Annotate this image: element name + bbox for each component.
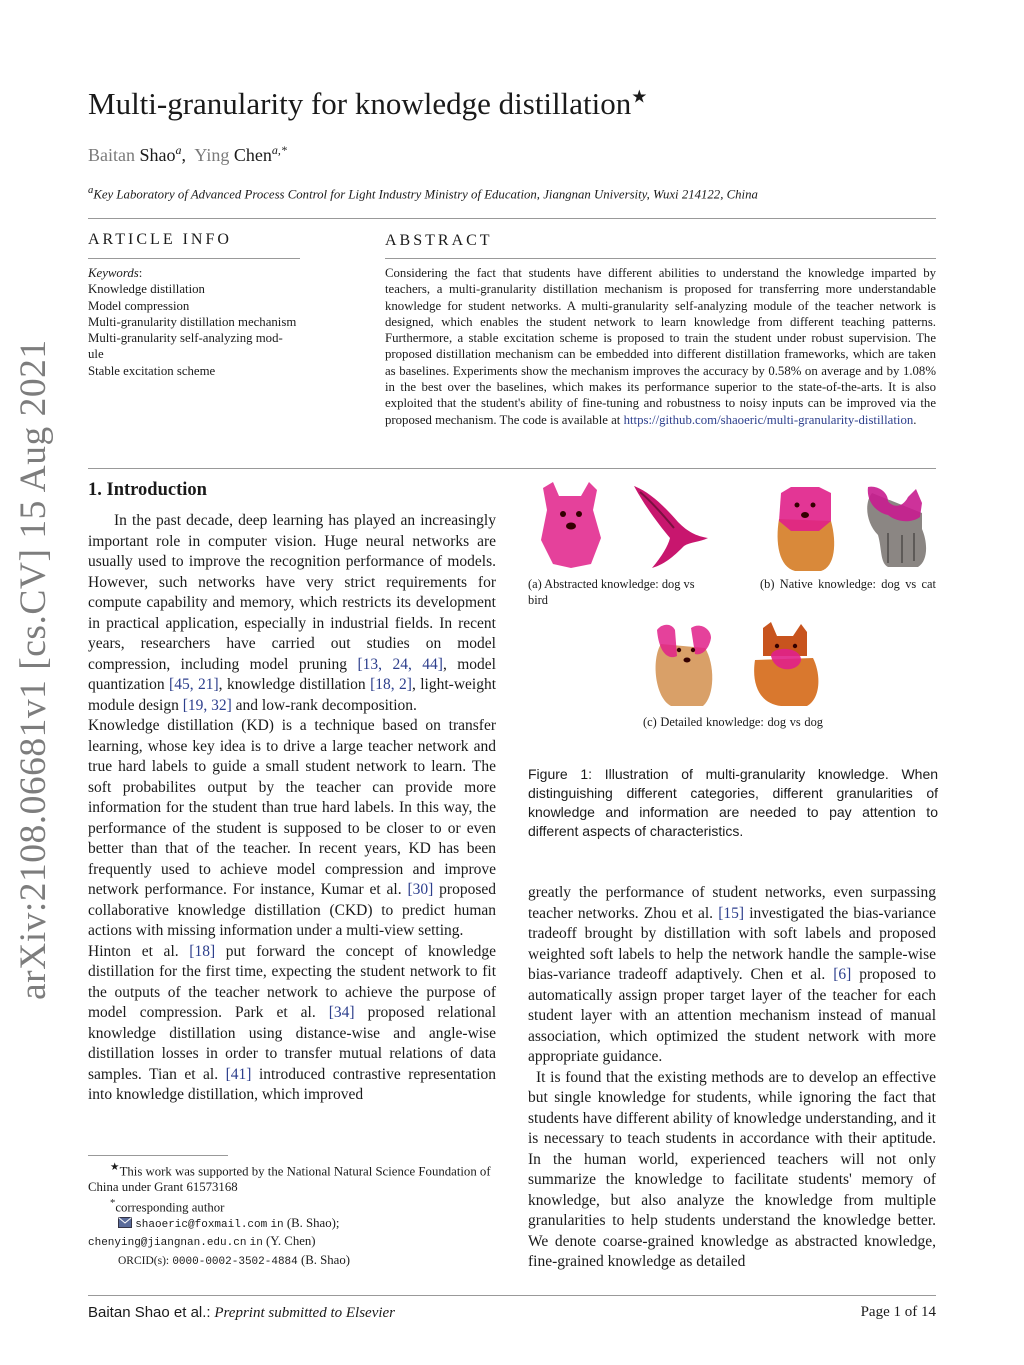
footnote-divider bbox=[88, 1155, 228, 1156]
footer-author-note: Baitan Shao et al.: Preprint submitted to Elsevier bbox=[88, 1304, 396, 1321]
title-star-mark: ★ bbox=[631, 86, 648, 107]
citation[interactable]: [30] bbox=[407, 881, 434, 898]
email-footnote: shaoeric@foxmail.com in (B. Shao); chenying@jiangnan.edu.cn in (Y. Chen) bbox=[88, 1216, 340, 1250]
citation[interactable]: [18, 2] bbox=[370, 676, 412, 693]
corresponding-footnote: *corresponding author bbox=[110, 1197, 225, 1214]
author-list: Baitan Shao$^a$, Ying Chen$^{a,*}$ bbox=[88, 143, 287, 165]
citation[interactable]: [6] bbox=[833, 966, 852, 983]
intro-paragraph-4: greatly the performance of student networks, even surpassing teacher networks. Zhou et al. [15] investigated the bias-variance tradeoff brought by distillation with soft labels and proposed weighted soft labels to help the network handle the sample-wise bias-variance tradeoff adaptively. Chen et al. [6] proposed to automatically assign proper target layer of the teacher for each student layer with an attention mechanism instead of manual association, which optimized the student network with more appropriate guidance. bbox=[528, 884, 937, 1065]
footnotes bbox=[88, 1160, 498, 1270]
abstract-bottom-divider bbox=[88, 468, 936, 469]
author-2-first-name: Ying bbox=[194, 145, 230, 165]
intro-left-column bbox=[88, 511, 496, 1106]
citation[interactable]: [13, 24, 44] bbox=[357, 655, 443, 673]
author-1-last-name: Shao bbox=[139, 145, 176, 165]
citation[interactable]: [19, 32] bbox=[182, 696, 232, 714]
funding-footnote: ★This work was supported by the National Natural Science Foundation of China under Grant 61573168 bbox=[88, 1162, 491, 1195]
author-2-last-name: Chen bbox=[233, 145, 272, 165]
email-1[interactable]: shaoeric@foxmail.com bbox=[135, 1219, 268, 1232]
intro-paragraph-5: It is found that the existing methods are to develop an effective but single knowledge for students, while ignoring the fact that students have different ability of knowledge understanding, and it is necessary to teach students in accordance with their aptitude. In the human world, experienced teachers will not only summarize the knowledge to facilitate students' memory of knowledge, but also analyze the knowledge from multiple granularities to help students understand the knowledge better. We denote coarse-grained knowledge as abstracted knowledge, fine-grained knowledge as detailed bbox=[528, 1068, 936, 1270]
keyword: Knowledge distillation bbox=[88, 282, 205, 297]
citation[interactable]: [45, 21] bbox=[169, 676, 219, 693]
keyword: Stable excitation scheme bbox=[88, 363, 216, 378]
affiliation: $^a$Key Laboratory of Advanced Process Control for Light Industry Ministry of Education, Jiangnan University, Wuxi 214122, China bbox=[88, 185, 758, 202]
citation[interactable]: [15] bbox=[718, 904, 745, 922]
figure-subcaption-a: (a) Abstracted knowledge: dog vs bird bbox=[528, 577, 695, 607]
keyword: Multi-granularity self-analyzing mod- bbox=[88, 331, 283, 346]
intro-paragraph-2: Knowledge distillation (KD) is a technique based on transfer learning, whose key idea is to drive a large teacher network and true hard labels to guide a small student network to learn. The soft probabilites output by the teacher can provide more information for the student than true hard labels. In this way, the performance of the student is supposed to be closer to or even better than that of the teacher. In recent years, KD has been frequently used to achieve model compression and improve network performance. For instance, Kumar et al. [30] proposed collaborative knowledge distillation (CKD) to predict human actions with missing information under a multi-view setting. bbox=[88, 717, 496, 939]
citation[interactable]: [18] bbox=[189, 942, 216, 960]
figure-image-dog-native bbox=[765, 483, 845, 573]
figure-subcaption-c: (c) Detailed knowledge: dog vs dog bbox=[643, 715, 823, 729]
orcid-footnote: ORCID(s): 0000-0002-3502-4884 (B. Shao) bbox=[118, 1252, 351, 1268]
section-heading-introduction: 1. Introduction bbox=[88, 480, 207, 500]
intro-paragraph-1: In the past decade, deep learning has played an increasingly important role in computer vision. Huge neural networks are usually used to improve the recognition performance of models. However, such networks have very strict requirements for compute capability and memory, which restricts its development in practical application, especially in industrial fields. In recent years, researchers have carried out studies on model compression, including model pruning [13, 24, 44], model quantization [45, 21], knowledge distillation [18, 2], light-weight module design [19, 32] and low-rank decomposition. bbox=[88, 512, 497, 714]
intro-right-column bbox=[528, 883, 936, 1273]
keyword: ule bbox=[88, 347, 104, 362]
figure-caption: Figure 1: Illustration of multi-granularity knowledge. When distinguishing different categories, different granularities of knowledge and information are needed to pay attention to different aspects of characteristics. bbox=[528, 766, 939, 839]
figure-subcaption-b: (b) Native knowledge: dog vs cat bbox=[760, 577, 936, 591]
envelope-icon bbox=[118, 1217, 132, 1228]
abstract-body: Considering the fact that students have different abilities to understand the knowledge imparted by teachers, a multi-granularity distillation mechanism is proposed for transferring more understandable knowledge for student networks. A multi-granularity self-analyzing module of the teacher network is designed, which enables the student network to learn knowledge from different teaching patterns. Furthermore, a stable excitation scheme is proposed to train the student under robust supervision. The proposed distillation mechanism can be embedded into different distillation frameworks, which are taken as baselines. Experiments show the mechanism improves the accuracy by 0.58% on average and by 1.08% in the best over the baselines, which makes its performance superior to the state-of-the-arts. It is also exploited that the student's ability of fine-tuning and robustness to noisy inputs can be improved via the proposed mechanism. The code is available at https://github.com/shaoeric/multi-granularity-distillation. bbox=[385, 266, 936, 427]
keyword: Multi-granularity distillation mechanism bbox=[88, 314, 297, 329]
citation[interactable]: [34] bbox=[328, 1004, 355, 1021]
article-info-divider bbox=[88, 258, 300, 259]
intro-paragraph-3: Hinton et al. [18] put forward the concept of knowledge distillation for the first time, expecting the student network to fit the outputs of the teacher network to achieve the purpose of model compression. Park et al. [34] proposed relational knowledge distillation using distance-wise and angle-wise distillation losses in order to transfer mutual relations of data samples. Tian et al. [41] introduced contrastive representation into knowledge distillation, which improved bbox=[88, 942, 497, 1103]
figure-image-shiba-detailed bbox=[745, 620, 825, 708]
page-number: Page 1 of 14 bbox=[860, 1304, 936, 1320]
orcid-id[interactable]: 0000-0002-3502-4884 bbox=[172, 1255, 298, 1268]
article-info-heading: ARTICLE INFO bbox=[88, 231, 232, 248]
figure-image-cat-native bbox=[858, 483, 938, 569]
code-link[interactable]: https://github.com/shaoeric/multi-granularity-distillation bbox=[623, 412, 914, 427]
paper-title: Multi-granularity for knowledge distillation★ bbox=[88, 86, 648, 121]
figure-image-puppy-detailed bbox=[645, 620, 725, 708]
abstract-divider bbox=[385, 258, 936, 259]
header-divider bbox=[88, 218, 936, 219]
abstract-heading: ABSTRACT bbox=[385, 232, 493, 249]
keywords-list: Keywords: Knowledge distillation Model compression Multi-granularity distillation mechanism Multi-granularity self-analyzing mod- ule Stable excitation scheme bbox=[88, 265, 310, 379]
figure-image-dog-abstract bbox=[531, 480, 611, 570]
footer-divider bbox=[88, 1295, 936, 1296]
keyword: Model compression bbox=[88, 298, 190, 313]
arxiv-side-stamp: arXiv:2108.06681v1 [cs.CV] 15 Aug 2021 bbox=[13, 339, 54, 1000]
author-1-first-name: Baitan bbox=[88, 145, 135, 165]
figure-image-bird-abstract bbox=[630, 482, 712, 570]
email-2[interactable]: chenying@jiangnan.edu.cn bbox=[88, 1237, 247, 1250]
citation[interactable]: [41] bbox=[225, 1065, 252, 1083]
